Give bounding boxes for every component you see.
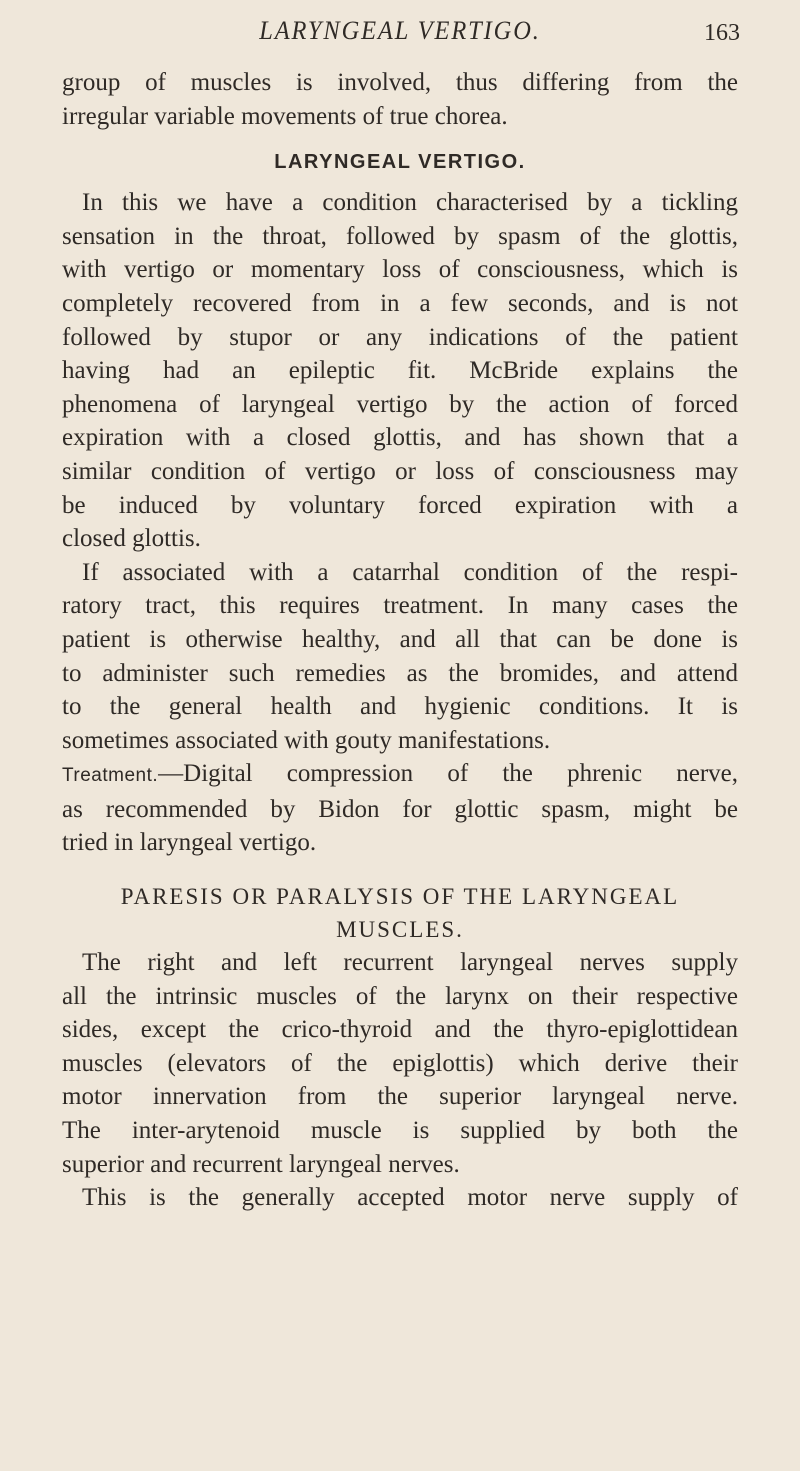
text-line: completely recovered from in a few seconds, and is not — [62, 289, 738, 317]
text-line: patient is otherwise healthy, and all that can be done is — [62, 625, 738, 653]
paragraph-treatment — [62, 757, 738, 860]
text-line: be induced by voluntary forced expiration with a — [62, 491, 738, 519]
text-line: sometimes associated with gouty manifestations. — [62, 726, 551, 754]
text-line: phenomena of laryngeal vertigo by the action of forced — [62, 390, 738, 418]
text-line: closed glottis. — [62, 525, 201, 553]
text-line: having had an epileptic fit. McBride explains the — [62, 357, 738, 385]
paragraph-laryngeal-vertigo — [62, 186, 738, 556]
text-line: muscles (elevators of the epiglottis) which derive their — [62, 1049, 738, 1077]
section-heading-laryngeal-vertigo: LARYNGEAL VERTIGO. — [274, 151, 526, 174]
text-line: superior and recurrent laryngeal nerves. — [62, 1150, 460, 1178]
text-line: The right and left recurrent laryngeal nerves supply — [82, 949, 738, 977]
running-title: LARYNGEAL VERTIGO. — [259, 16, 541, 45]
page-number: 163 — [704, 20, 740, 46]
text-line: expiration with a closed glottis, and has shown that a — [62, 424, 738, 452]
text-line: If associated with a catarrhal condition of the respi- — [82, 558, 738, 586]
text-line: In this we have a condition characterised by a tickling — [82, 189, 738, 217]
text-line: group of muscles is involved, thus differing from the — [62, 69, 738, 96]
text-line: to administer such remedies as the bromides, and attend — [62, 659, 738, 687]
text-line: ratory tract, this requires treatment. In many cases the — [62, 592, 738, 620]
text-line-rest: —Digital compression of the phrenic nerve, — [158, 760, 738, 788]
body-text — [62, 66, 738, 1215]
text-line: as recommended by Bidon for glottic spasm, might be — [62, 795, 738, 823]
text-line: irregular variable movements of true chorea. — [62, 102, 508, 130]
paragraph-nerve-supply — [62, 946, 738, 1181]
heading-line: PARESIS OR PARALYSIS OF THE LARYNGEAL — [120, 884, 680, 910]
text-line: sensation in the throat, followed by spasm of the glottis, — [62, 222, 738, 250]
text-line: all the intrinsic muscles of the larynx on their respective — [62, 982, 738, 1010]
text-line: This is the generally accepted motor nerve supply of — [82, 1184, 738, 1212]
paragraph-associated-catarrh — [62, 556, 738, 758]
text-line: followed by stupor or any indications of the patient — [62, 323, 738, 351]
paragraph-continuation — [62, 66, 738, 133]
section-heading-paresis — [62, 880, 738, 946]
text-line — [62, 757, 738, 793]
text-line: motor innervation from the superior laryngeal nerve. — [62, 1083, 738, 1111]
paragraph-generally-accepted — [62, 1181, 738, 1215]
running-head — [60, 16, 740, 52]
text-line: with vertigo or momentary loss of consciousness, which is — [62, 256, 738, 284]
text-line: tried in laryngeal vertigo. — [62, 829, 317, 857]
run-in-heading-treatment: Treatment. — [62, 765, 159, 787]
text-line: similar condition of vertigo or loss of consciousness may — [62, 457, 738, 485]
text-line: The inter-arytenoid muscle is supplied by both the — [62, 1117, 738, 1145]
text-line: to the general health and hygienic conditions. It is — [62, 693, 738, 721]
text-line: sides, except the crico-thyroid and the thyro-epiglottidean — [62, 1016, 738, 1044]
heading-line: MUSCLES. — [336, 917, 464, 943]
